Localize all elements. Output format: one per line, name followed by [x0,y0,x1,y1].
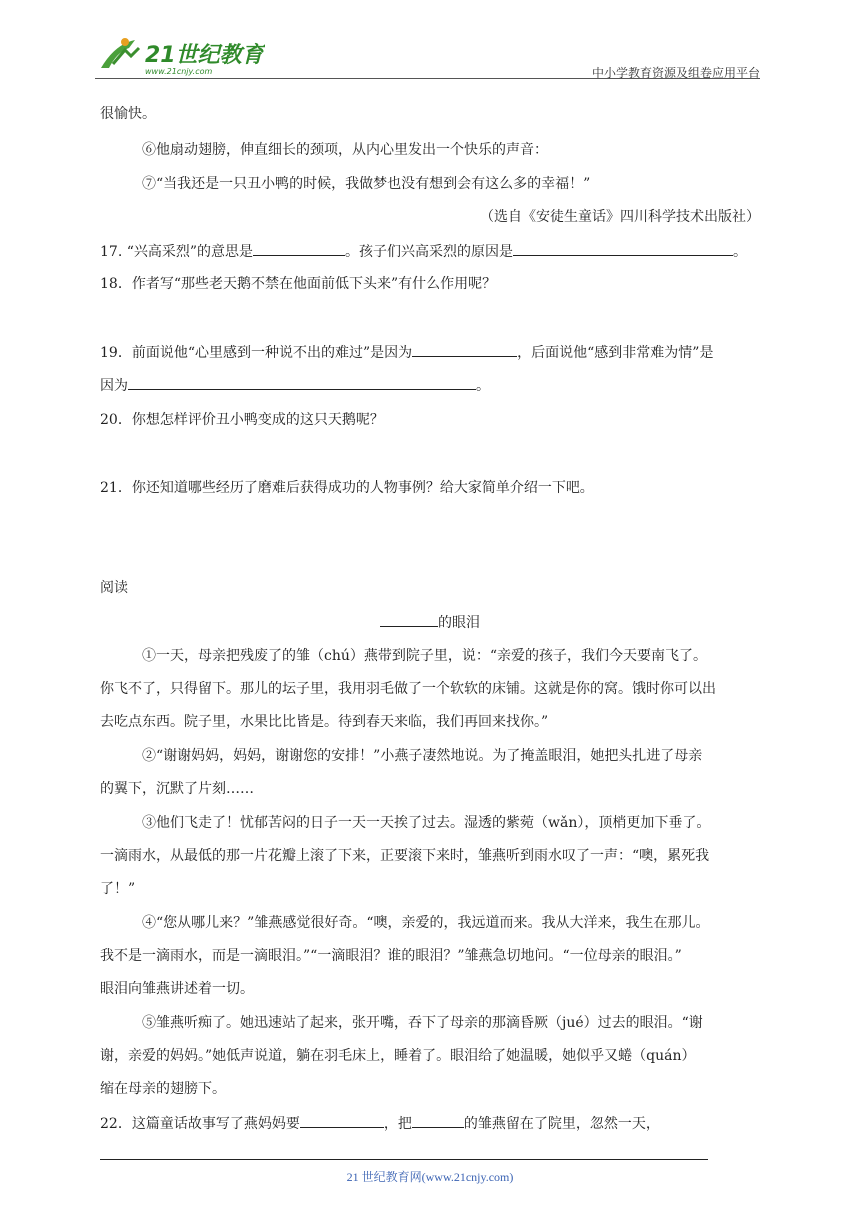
footer-divider [100,1159,708,1160]
title-text: 的眼泪 [438,615,480,631]
answer-blank[interactable] [300,1113,384,1128]
page-header [95,30,760,80]
question-17 [100,241,747,262]
question-text: 的雏燕留在了院里，忽然一天， [463,1116,660,1132]
paragraph-line: 我不是一滴雨水，而是一滴眼泪。”“一滴眼泪？谁的眼泪？”雏燕急切地问。“一位母亲的眼泪。” [100,948,682,964]
paragraph-line: 缩在母亲的翅膀下。 [100,1081,226,1097]
answer-blank[interactable] [253,241,345,256]
logo-url: www.21cnjy.com [145,67,213,76]
question-text: 因为 [100,378,128,394]
page-footer[interactable]: 21 世纪教育网(www.21cnjy.com) [346,1170,514,1184]
answer-blank[interactable] [513,241,733,256]
question-19-cont [100,375,490,396]
paragraph-line: 去吃点东西。院子里，水果比比皆是。待到春天来临，我们再回来找你。” [100,714,549,730]
paragraph-line: 的翼下，沉默了片刻…… [100,781,254,797]
paragraph-line: ⑤雏燕听痴了。她迅速站了起来，张开嘴，吞下了母亲的那滴昏厥（jué）过去的眼泪。“谢 [142,1015,703,1031]
text-line: ⑦“当我还是一只丑小鸭的时候，我做梦也没有想到会有这么多的幸福！” [142,176,591,192]
question-text: ，后面说他“感到非常难为情”是 [517,345,714,361]
question-text: 。 [476,378,490,394]
platform-name: 中小学教育资源及组卷应用平台 [591,66,760,80]
question-text: 。 [733,244,748,260]
title-blank[interactable] [380,612,438,627]
question-text: 。孩子们兴高采烈的原因是 [345,244,514,260]
site-logo [95,34,265,78]
question-text: 19．前面说他“心里感到一种说不出的难过”是因为 [100,345,413,361]
paragraph-line: ①一天，母亲把残废了的雏（chú）燕带到院子里，说：“亲爱的孩子，我们今天要南飞了。 [142,648,708,664]
question-19 [100,342,713,363]
question-text: ，把 [383,1116,412,1132]
text-line: 很愉快。 [100,106,156,122]
question-22 [100,1113,660,1134]
source-citation: （选自《安徒生童话》四川科学技术出版社） [480,209,760,225]
paragraph-line: 你飞不了，只得留下。那儿的坛子里，我用羽毛做了一个软软的床铺。这就是你的窝。饿时你可以出 [100,681,716,697]
answer-blank[interactable] [412,1113,464,1128]
paragraph-line: 一滴雨水，从最低的那一片花瓣上滚了下来，正要滚下来时，雏燕听到雨水叹了一声：“噢，累死我 [100,848,710,864]
logo-text: 21世纪教育 [145,43,264,68]
paragraph-line: 眼泪向雏燕讲述着一切。 [100,981,254,997]
answer-blank[interactable] [128,375,476,390]
passage-title [100,612,760,633]
paragraph-line: ③他们飞走了！忧郁苦闷的日子一天一天挨了过去。湿透的紫菀（wǎn），顶梢更加下垂了。 [142,815,711,831]
paragraph-line: ④“您从哪儿来？”雏燕感觉很好奇。“噢，亲爱的，我远道而来。我从大洋来，我生在那儿。 [142,915,710,931]
question-21: 21．你还知道哪些经历了磨难后获得成功的人物事例？给大家简单介绍一下吧。 [100,480,594,496]
paragraph-line: 了！” [100,881,136,897]
question-18: 18．作者写“那些老天鹅不禁在他面前低下头来”有什么作用呢？ [100,276,497,292]
question-text: 22．这篇童话故事写了燕妈妈要 [100,1116,300,1132]
section-heading: 阅读 [100,580,128,596]
header-divider [95,78,760,79]
text-line: ⑥他扇动翅膀，伸直细长的颈项，从内心里发出一个快乐的声音： [142,142,548,158]
question-text: 17. “兴高采烈”的意思是 [100,244,254,260]
question-20: 20．你想怎样评价丑小鸭变成的这只天鹅呢？ [100,412,384,428]
paragraph-line: 谢，亲爱的妈妈。”她低声说道，躺在羽毛床上，睡着了。眼泪给了她温暖，她似乎又蜷（quán） [100,1048,696,1064]
paragraph-line: ②“谢谢妈妈，妈妈，谢谢您的安排！”小燕子凄然地说。为了掩盖眼泪，她把头扎进了母亲 [142,748,703,764]
answer-blank[interactable] [412,342,517,357]
